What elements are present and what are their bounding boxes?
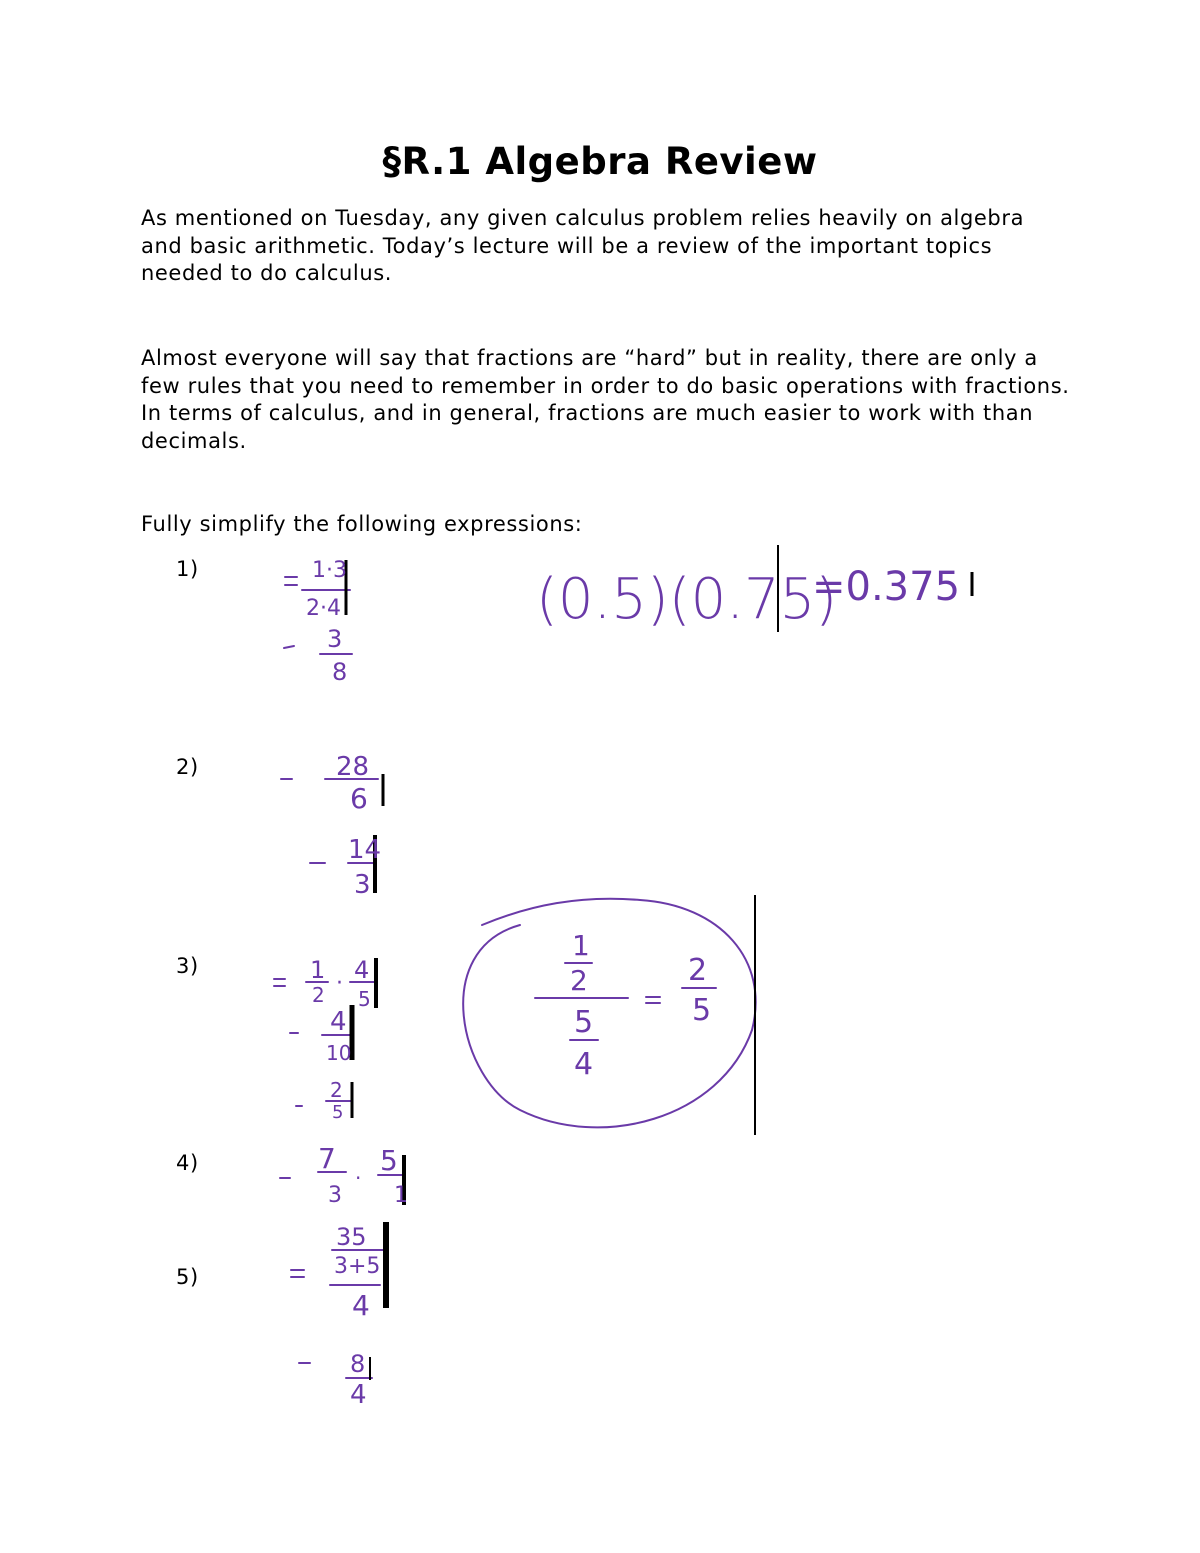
- p2-step2-numerator: 14: [348, 835, 382, 865]
- p2-step1-denominator: 6: [350, 782, 368, 815]
- p3-step1-a-numerator: 1: [310, 956, 326, 984]
- p4-b-numerator: 5: [380, 1144, 398, 1177]
- problem-4-label: 4): [176, 1151, 199, 1175]
- circle-top-numerator: 1: [572, 929, 590, 962]
- problem-5-label: 5): [176, 1265, 199, 1289]
- p3-step2-numerator: 4: [330, 1007, 347, 1037]
- p4-a-denominator: 3: [328, 1183, 342, 1208]
- p4-b-denominator: 1: [394, 1183, 408, 1208]
- p3-step3-denominator: 5: [332, 1102, 344, 1123]
- p3-step1-b-numerator: 4: [354, 956, 370, 984]
- p2-step2-denominator: 3: [354, 870, 371, 900]
- p3-step3-numerator: 2: [330, 1078, 343, 1102]
- circle-result-denominator: 5: [692, 993, 712, 1028]
- circle-bottom-numerator: 5: [574, 1005, 594, 1040]
- instruction-text: Fully simplify the following expressions:: [141, 512, 583, 536]
- page-title: §R.1 Algebra Review: [382, 140, 818, 183]
- p1-step2-denominator: 8: [332, 658, 348, 686]
- problem-3-label: 3): [176, 954, 199, 978]
- p5-final-numerator: 8: [350, 1350, 366, 1378]
- p5-middle: 3+5: [334, 1254, 381, 1279]
- p1-step2-numerator: 3: [327, 625, 343, 653]
- svg-text:·: ·: [336, 971, 343, 996]
- p5-final-denominator: 4: [350, 1380, 367, 1410]
- circle-result-numerator: 2: [688, 953, 708, 988]
- p2-step1-numerator: 28: [336, 752, 370, 782]
- p5-top: 35: [336, 1223, 367, 1251]
- p1-step1-numerator: 1·3: [312, 558, 347, 583]
- p5-denominator: 4: [352, 1289, 370, 1322]
- problem-1-label: 1): [176, 557, 199, 581]
- p1-step1-denominator: 2·4: [306, 596, 341, 621]
- decimal-result: =0.375: [812, 564, 961, 610]
- p3-step2-denominator: 10: [326, 1041, 352, 1065]
- p4-a-numerator: 7: [318, 1142, 336, 1175]
- intro-paragraph: As mentioned on Tuesday, any given calculus problem relies heavily on algebra and basic arithmetic. Today’s lecture will be a review of the important topics needed to do calculus.: [141, 206, 1025, 285]
- svg-text:·: ·: [355, 1166, 362, 1190]
- fractions-paragraph: Almost everyone will say that fractions are “hard” but in reality, there are only a few rules that you need to remember in order to do basic operations with fractions. In terms of calculus, and in general, fractions are much easier to work with than decimals.: [141, 346, 1070, 453]
- p3-step1-b-denominator: 5: [358, 987, 371, 1011]
- problem-2-label: 2): [176, 755, 199, 779]
- circle-top-denominator: 2: [570, 964, 588, 997]
- p3-step1-a-denominator: 2: [312, 983, 325, 1007]
- decimal-expression: (0.5)(0.75): [536, 567, 838, 632]
- circle-bottom-denominator: 4: [574, 1047, 594, 1082]
